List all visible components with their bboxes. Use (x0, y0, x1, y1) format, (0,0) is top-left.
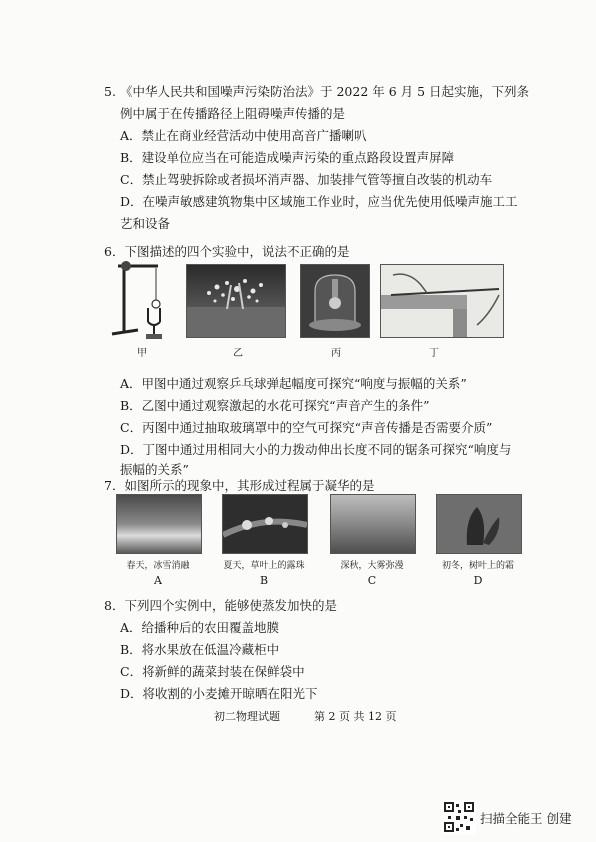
q7-caption-b: 夏天，草叶上的露珠 (223, 561, 305, 571)
q5-option-d-cont: 艺和设备 (120, 216, 171, 231)
q7-photo-c (330, 494, 416, 554)
q5-option-c: C．禁止驾驶拆除或者损坏消声器、加装排气管等擅自改装的机动车 (120, 172, 493, 187)
q7-letter-a: A (154, 574, 162, 587)
q5-stem-line2: 例中属于在传播路径上阻碍噪声传播的是 (120, 106, 346, 121)
footer-subject: 初二物理试题 (214, 710, 280, 723)
q6-label-bing: 丙 (331, 348, 341, 359)
q5-option-d: D．在噪声敏感建筑物集中区域施工作业时，应当优先使用低噪声施工工 (120, 194, 518, 209)
q5-option-a: A．禁止在商业经营活动中使用高音广播喇叭 (120, 128, 367, 143)
q7-letter-b: B (259, 574, 269, 587)
q6-option-d: D．丁图中通过用相同大小的力拨动伸出长度不同的锯条可探究“响度与 (120, 442, 512, 457)
q5-stem-line1: 《中华人民共和国噪声污染防治法》于 2022 年 6 月 5 日起实施，下列条 (120, 84, 530, 99)
q8-option-a: A．给播种后的农田覆盖地膜 (120, 620, 280, 635)
q7-photo-a (116, 494, 202, 554)
q6-option-b: B．乙图中通过观察激起的水花可探究“声音产生的条件” (120, 398, 430, 413)
q6-figure-bing (300, 264, 370, 338)
q7-caption-d: 初冬，树叶上的霜 (441, 561, 514, 571)
q5-number: 5. (104, 84, 116, 99)
q6-figure-ding (380, 264, 504, 338)
q7-photo-d (436, 494, 522, 554)
q8-option-d: D．将收割的小麦摊开晾晒在阳光下 (120, 686, 318, 701)
q6-option-d-cont: 振幅的关系” (120, 462, 189, 477)
q5-option-b: B．建设单位应当在可能造成噪声污染的重点路段设置声屏障 (120, 150, 455, 165)
q8-option-b: B．将水果放在低温冷藏柜中 (120, 642, 280, 657)
q6-label-yi: 乙 (233, 348, 243, 359)
q7-letter-d: D (473, 574, 483, 587)
scanner-watermark-text: 扫描全能王 创建 (480, 811, 572, 826)
q6-label-jia: 甲 (137, 348, 147, 359)
q6-stem: 6．下图描述的四个实验中，说法不正确的是 (104, 244, 350, 259)
q7-caption-a: 春天，冰雪消融 (126, 561, 190, 571)
q8-option-c: C．将新鲜的蔬菜封装在保鲜袋中 (120, 664, 305, 679)
q6-option-a: A．甲图中通过观察乒乓球弹起幅度可探究“响度与振幅的关系” (120, 376, 467, 391)
q7-stem: 7．如图所示的现象中，其形成过程属于凝华的是 (104, 478, 375, 493)
q6-figure-jia (104, 258, 168, 342)
q8-stem: 8．下列四个实例中，能够使蒸发加快的是 (104, 598, 337, 613)
q6-option-c: C．丙图中通过抽取玻璃罩中的空气可探究“声音传播是否需要介质” (120, 420, 493, 435)
q7-photo-b (222, 494, 308, 554)
q7-letter-c: C (367, 574, 377, 587)
footer-page-number: 第 2 页 共 12 页 (314, 710, 397, 723)
q7-caption-c: 深秋，大雾弥漫 (340, 561, 404, 571)
q6-figure-yi (186, 264, 286, 338)
q6-label-ding: 丁 (429, 348, 439, 359)
qr-code-icon (442, 800, 476, 834)
